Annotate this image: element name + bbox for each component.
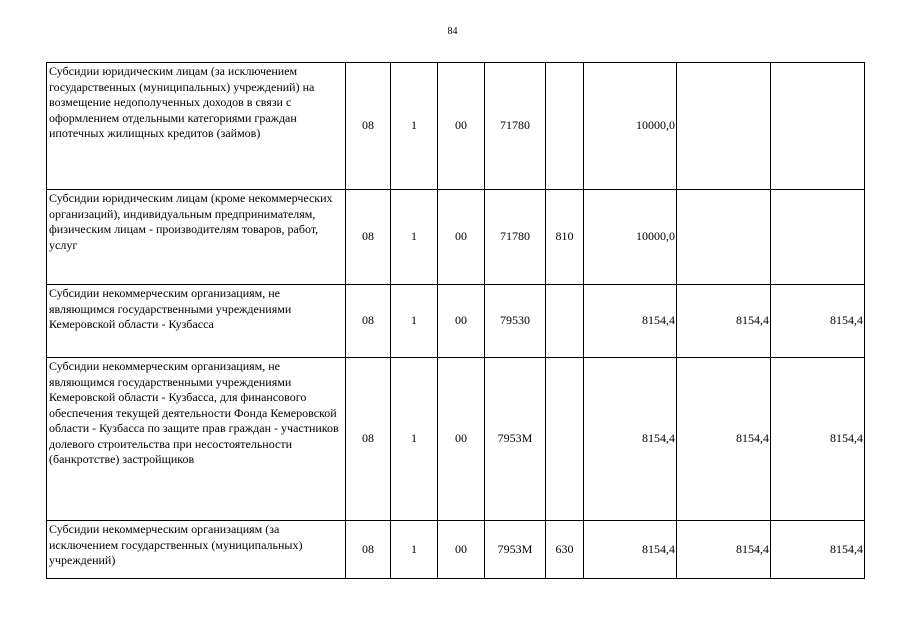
subprogram-code: 00 bbox=[438, 190, 485, 285]
program-code: 1 bbox=[391, 285, 438, 358]
table-row bbox=[47, 358, 865, 521]
expense-name: Субсидии юридическим лицам (за исключением государственных (муниципальных) учреждений) на возмещение недополученных доходов в связи с оформлением отдельными категориями граждан ипотечных жилищных кредитов (займов) bbox=[47, 63, 346, 190]
expense-type-code bbox=[546, 358, 584, 521]
direction-code: 7953М bbox=[485, 521, 546, 579]
amount-year2 bbox=[677, 63, 771, 190]
direction-code: 71780 bbox=[485, 63, 546, 190]
amount-year3: 8154,4 bbox=[771, 358, 865, 521]
amount-year1: 8154,4 bbox=[584, 285, 677, 358]
expense-type-code: 810 bbox=[546, 190, 584, 285]
program-code: 1 bbox=[391, 358, 438, 521]
budget-table bbox=[46, 62, 865, 579]
subprogram-code: 00 bbox=[438, 358, 485, 521]
table-row bbox=[47, 63, 865, 190]
amount-year1: 8154,4 bbox=[584, 358, 677, 521]
section-code: 08 bbox=[346, 63, 391, 190]
program-code: 1 bbox=[391, 521, 438, 579]
program-code: 1 bbox=[391, 63, 438, 190]
section-code: 08 bbox=[346, 190, 391, 285]
page-number: 84 bbox=[447, 26, 458, 37]
table-row bbox=[47, 190, 865, 285]
amount-year1: 10000,0 bbox=[584, 63, 677, 190]
table-row bbox=[47, 521, 865, 579]
subprogram-code: 00 bbox=[438, 521, 485, 579]
direction-code: 79530 bbox=[485, 285, 546, 358]
amount-year3: 8154,4 bbox=[771, 521, 865, 579]
expense-type-code bbox=[546, 63, 584, 190]
expense-name: Субсидии некоммерческим организациям (за исключением государственных (муниципальных) учреждений) bbox=[47, 521, 346, 579]
subprogram-code: 00 bbox=[438, 63, 485, 190]
amount-year1: 10000,0 bbox=[584, 190, 677, 285]
amount-year2: 8154,4 bbox=[677, 285, 771, 358]
direction-code: 71780 bbox=[485, 190, 546, 285]
expense-name: Субсидии юридическим лицам (кроме некоммерческих организаций), индивидуальным предпринимателям, физическим лицам - производителям товаров, работ, услуг bbox=[47, 190, 346, 285]
amount-year1: 8154,4 bbox=[584, 521, 677, 579]
expense-type-code bbox=[546, 285, 584, 358]
table-row bbox=[47, 285, 865, 358]
direction-code: 7953М bbox=[485, 358, 546, 521]
amount-year2: 8154,4 bbox=[677, 358, 771, 521]
amount-year3 bbox=[771, 190, 865, 285]
amount-year3: 8154,4 bbox=[771, 285, 865, 358]
section-code: 08 bbox=[346, 521, 391, 579]
expense-name: Субсидии некоммерческим организациям, не являющимся государственными учреждениями Кемеровской области - Кузбасса bbox=[47, 285, 346, 358]
program-code: 1 bbox=[391, 190, 438, 285]
amount-year2: 8154,4 bbox=[677, 521, 771, 579]
expense-name: Субсидии некоммерческим организациям, не являющимся государственными учреждениями Кемеровской области - Кузбасса, для финансового обеспечения текущей деятельности Фонда Кемеровской области - Кузбасса по защите прав граждан - участников долевого строительства при несостоятельности (банкротстве) застройщиков bbox=[47, 358, 346, 521]
amount-year3 bbox=[771, 63, 865, 190]
subprogram-code: 00 bbox=[438, 285, 485, 358]
amount-year2 bbox=[677, 190, 771, 285]
section-code: 08 bbox=[346, 358, 391, 521]
expense-type-code: 630 bbox=[546, 521, 584, 579]
section-code: 08 bbox=[346, 285, 391, 358]
